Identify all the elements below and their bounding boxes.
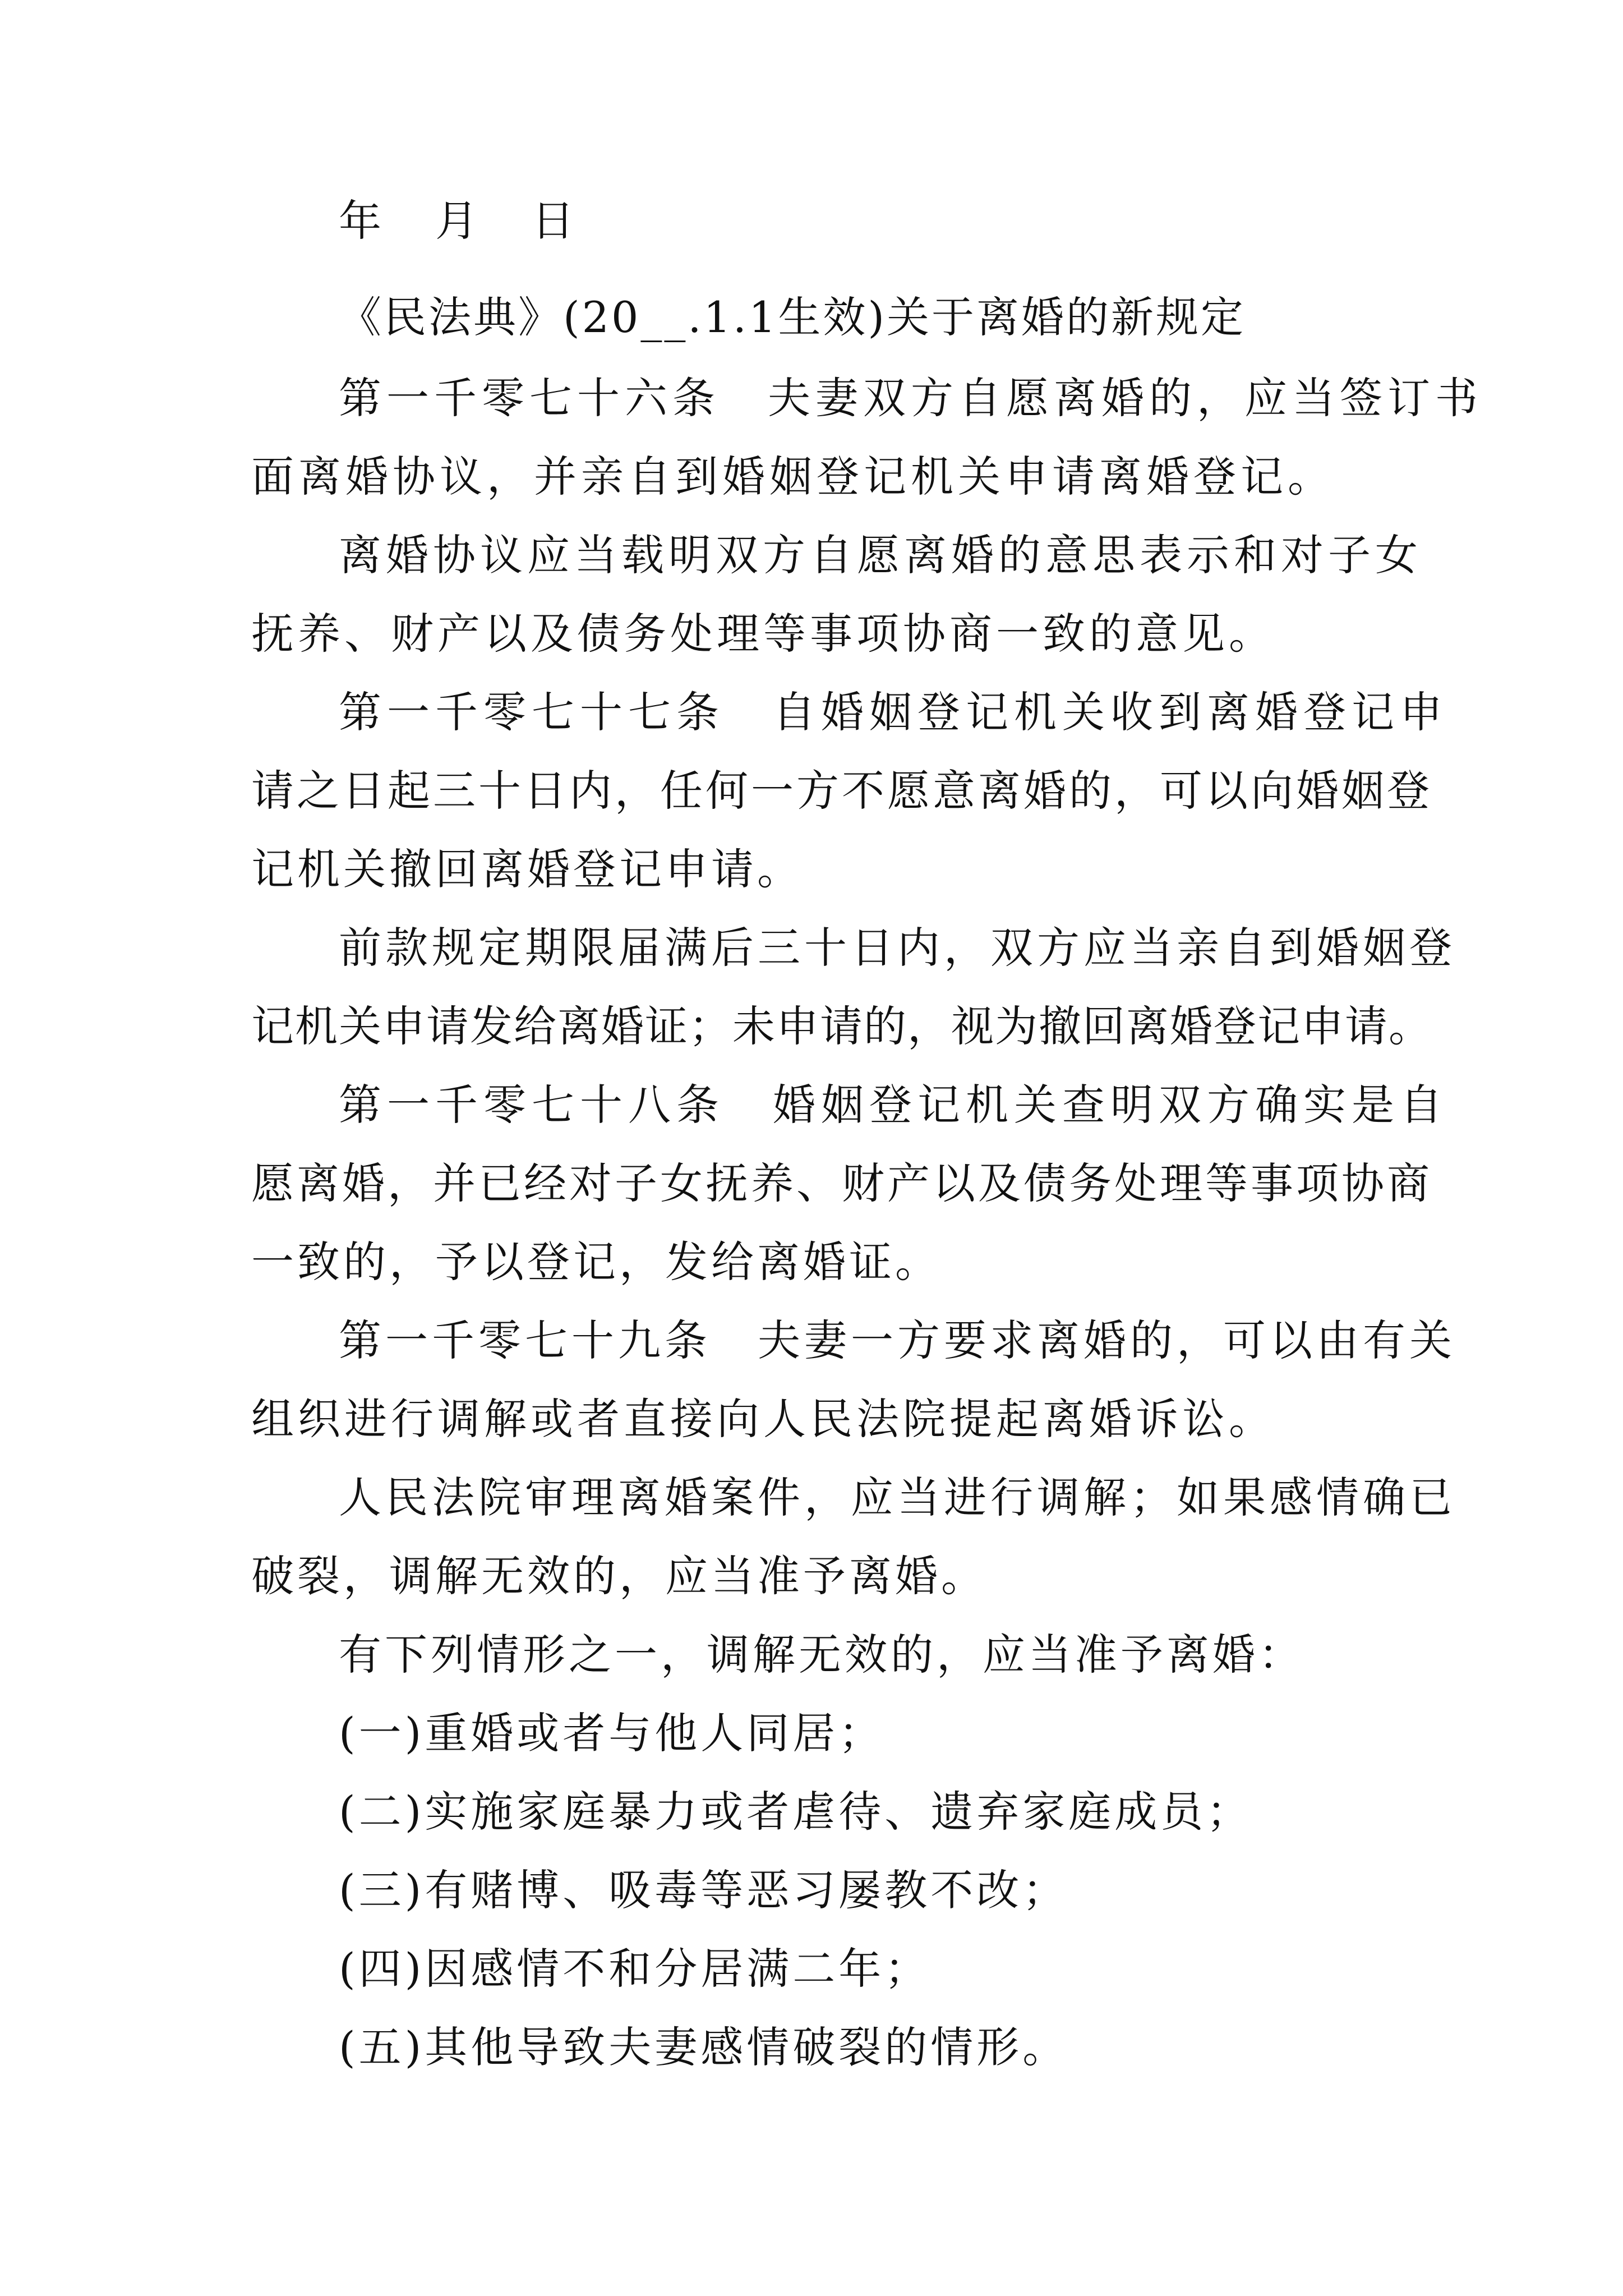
paragraph-line: 破裂，调解无效的，应当准予离婚。 <box>251 1551 987 1601</box>
date-day: 日 <box>532 196 574 246</box>
paragraph-line: 面离婚协议，并亲自到婚姻登记机关申请离婚登记。 <box>251 452 1335 501</box>
date-month: 月 <box>435 196 478 246</box>
paragraph-line: 愿离婚，并已经对子女抚养、财产以及债务处理等事项协商 <box>251 1158 1432 1208</box>
date-line <box>339 193 574 249</box>
paragraph-line: 一致的，予以登记，发给离婚证。 <box>251 1237 941 1287</box>
date-year: 年 <box>339 196 381 246</box>
paragraph-line: 有下列情形之一，调解无效的，应当准予离婚： <box>339 1630 1304 1680</box>
list-item: (四)因感情不和分居满二年； <box>339 1944 931 1994</box>
paragraph-line: 抚养、财产以及债务处理等事项协商一致的意见。 <box>251 609 1275 659</box>
list-item: (二)实施家庭暴力或者虐待、遗弃家庭成员； <box>339 1787 1253 1837</box>
paragraph-line: 前款规定期限届满后三十日内，双方应当亲自到婚姻登 <box>339 923 1456 973</box>
document-title: 《民法典》(20__.1.1生效)关于离婚的新规定 <box>339 292 1246 342</box>
list-item: (五)其他导致夫妻感情破裂的情形。 <box>339 2022 1069 2072</box>
list-item: (三)有赌博、吸毒等恶习屡教不改； <box>339 1865 1069 1915</box>
paragraph-line: 记机关撤回离婚登记申请。 <box>251 844 803 894</box>
paragraph-line: 第一千零七十七条 自婚姻登记机关收到离婚登记申 <box>339 687 1448 737</box>
paragraph-line: 第一千零七十八条 婚姻登记机关查明双方确实是自 <box>339 1080 1448 1130</box>
paragraph-line: 人民法院审理离婚案件，应当进行调解；如果感情确已 <box>339 1473 1456 1522</box>
paragraph-line: 离婚协议应当载明双方自愿离婚的意思表示和对子女 <box>339 530 1422 580</box>
paragraph-line: 第一千零七十九条 夫妻一方要求离婚的，可以由有关 <box>339 1315 1456 1365</box>
list-item: (一)重婚或者与他人同居； <box>339 1708 885 1758</box>
paragraph-line: 请之日起三十日内，任何一方不愿意离婚的，可以向婚姻登 <box>251 766 1432 816</box>
paragraph-line: 第一千零七十六条 夫妻双方自愿离婚的，应当签订书 <box>339 373 1483 423</box>
paragraph-line: 组织进行调解或者直接向人民法院提起离婚诉讼。 <box>251 1394 1275 1444</box>
paragraph-line: 记机关申请发给离婚证；未申请的，视为撤回离婚登记申请。 <box>251 1001 1432 1051</box>
